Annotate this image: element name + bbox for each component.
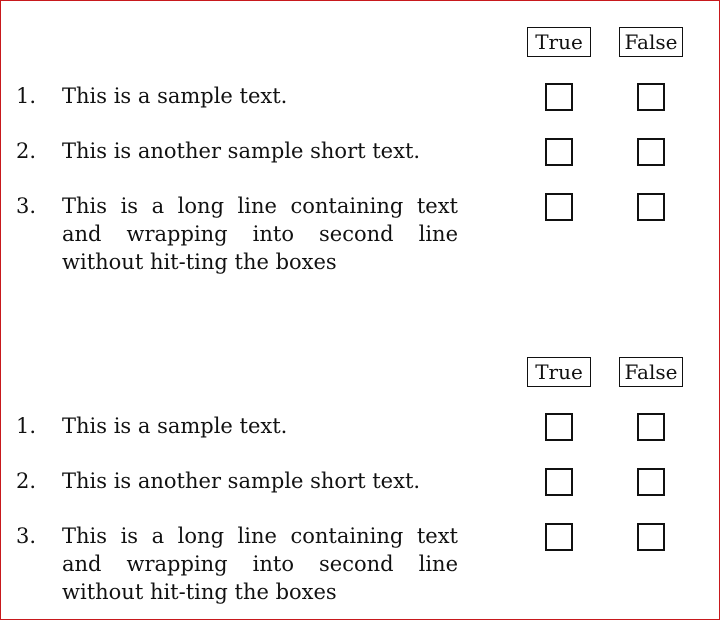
false-checkbox[interactable] xyxy=(637,193,665,221)
item-number: 2. xyxy=(16,139,37,163)
true-checkbox[interactable] xyxy=(545,468,573,496)
item-text: This is a sample text. xyxy=(62,414,288,438)
item-number: 3. xyxy=(16,194,37,218)
item-text: This is another sample short text. xyxy=(62,469,421,493)
true-column-header: True xyxy=(527,27,591,57)
item-number: 1. xyxy=(16,414,37,438)
item-text: This is another sample short text. xyxy=(62,139,421,163)
item-number: 2. xyxy=(16,469,37,493)
false-checkbox[interactable] xyxy=(637,138,665,166)
true-column-header: True xyxy=(527,357,591,387)
item-number: 3. xyxy=(16,524,37,548)
item-text: This is a long line containing text and wrapping into second line without hit-ting the boxes xyxy=(62,524,458,604)
true-checkbox[interactable] xyxy=(545,193,573,221)
true-checkbox[interactable] xyxy=(545,138,573,166)
false-checkbox[interactable] xyxy=(637,413,665,441)
false-checkbox[interactable] xyxy=(637,468,665,496)
item-number: 1. xyxy=(16,84,37,108)
false-checkbox[interactable] xyxy=(637,83,665,111)
true-checkbox[interactable] xyxy=(545,83,573,111)
false-column-header: False xyxy=(619,357,683,387)
true-checkbox[interactable] xyxy=(545,413,573,441)
false-column-header: False xyxy=(619,27,683,57)
item-text: This is a sample text. xyxy=(62,84,288,108)
item-text: This is a long line containing text and wrapping into second line without hit-ting the boxes xyxy=(62,194,458,274)
false-checkbox[interactable] xyxy=(637,523,665,551)
true-checkbox[interactable] xyxy=(545,523,573,551)
